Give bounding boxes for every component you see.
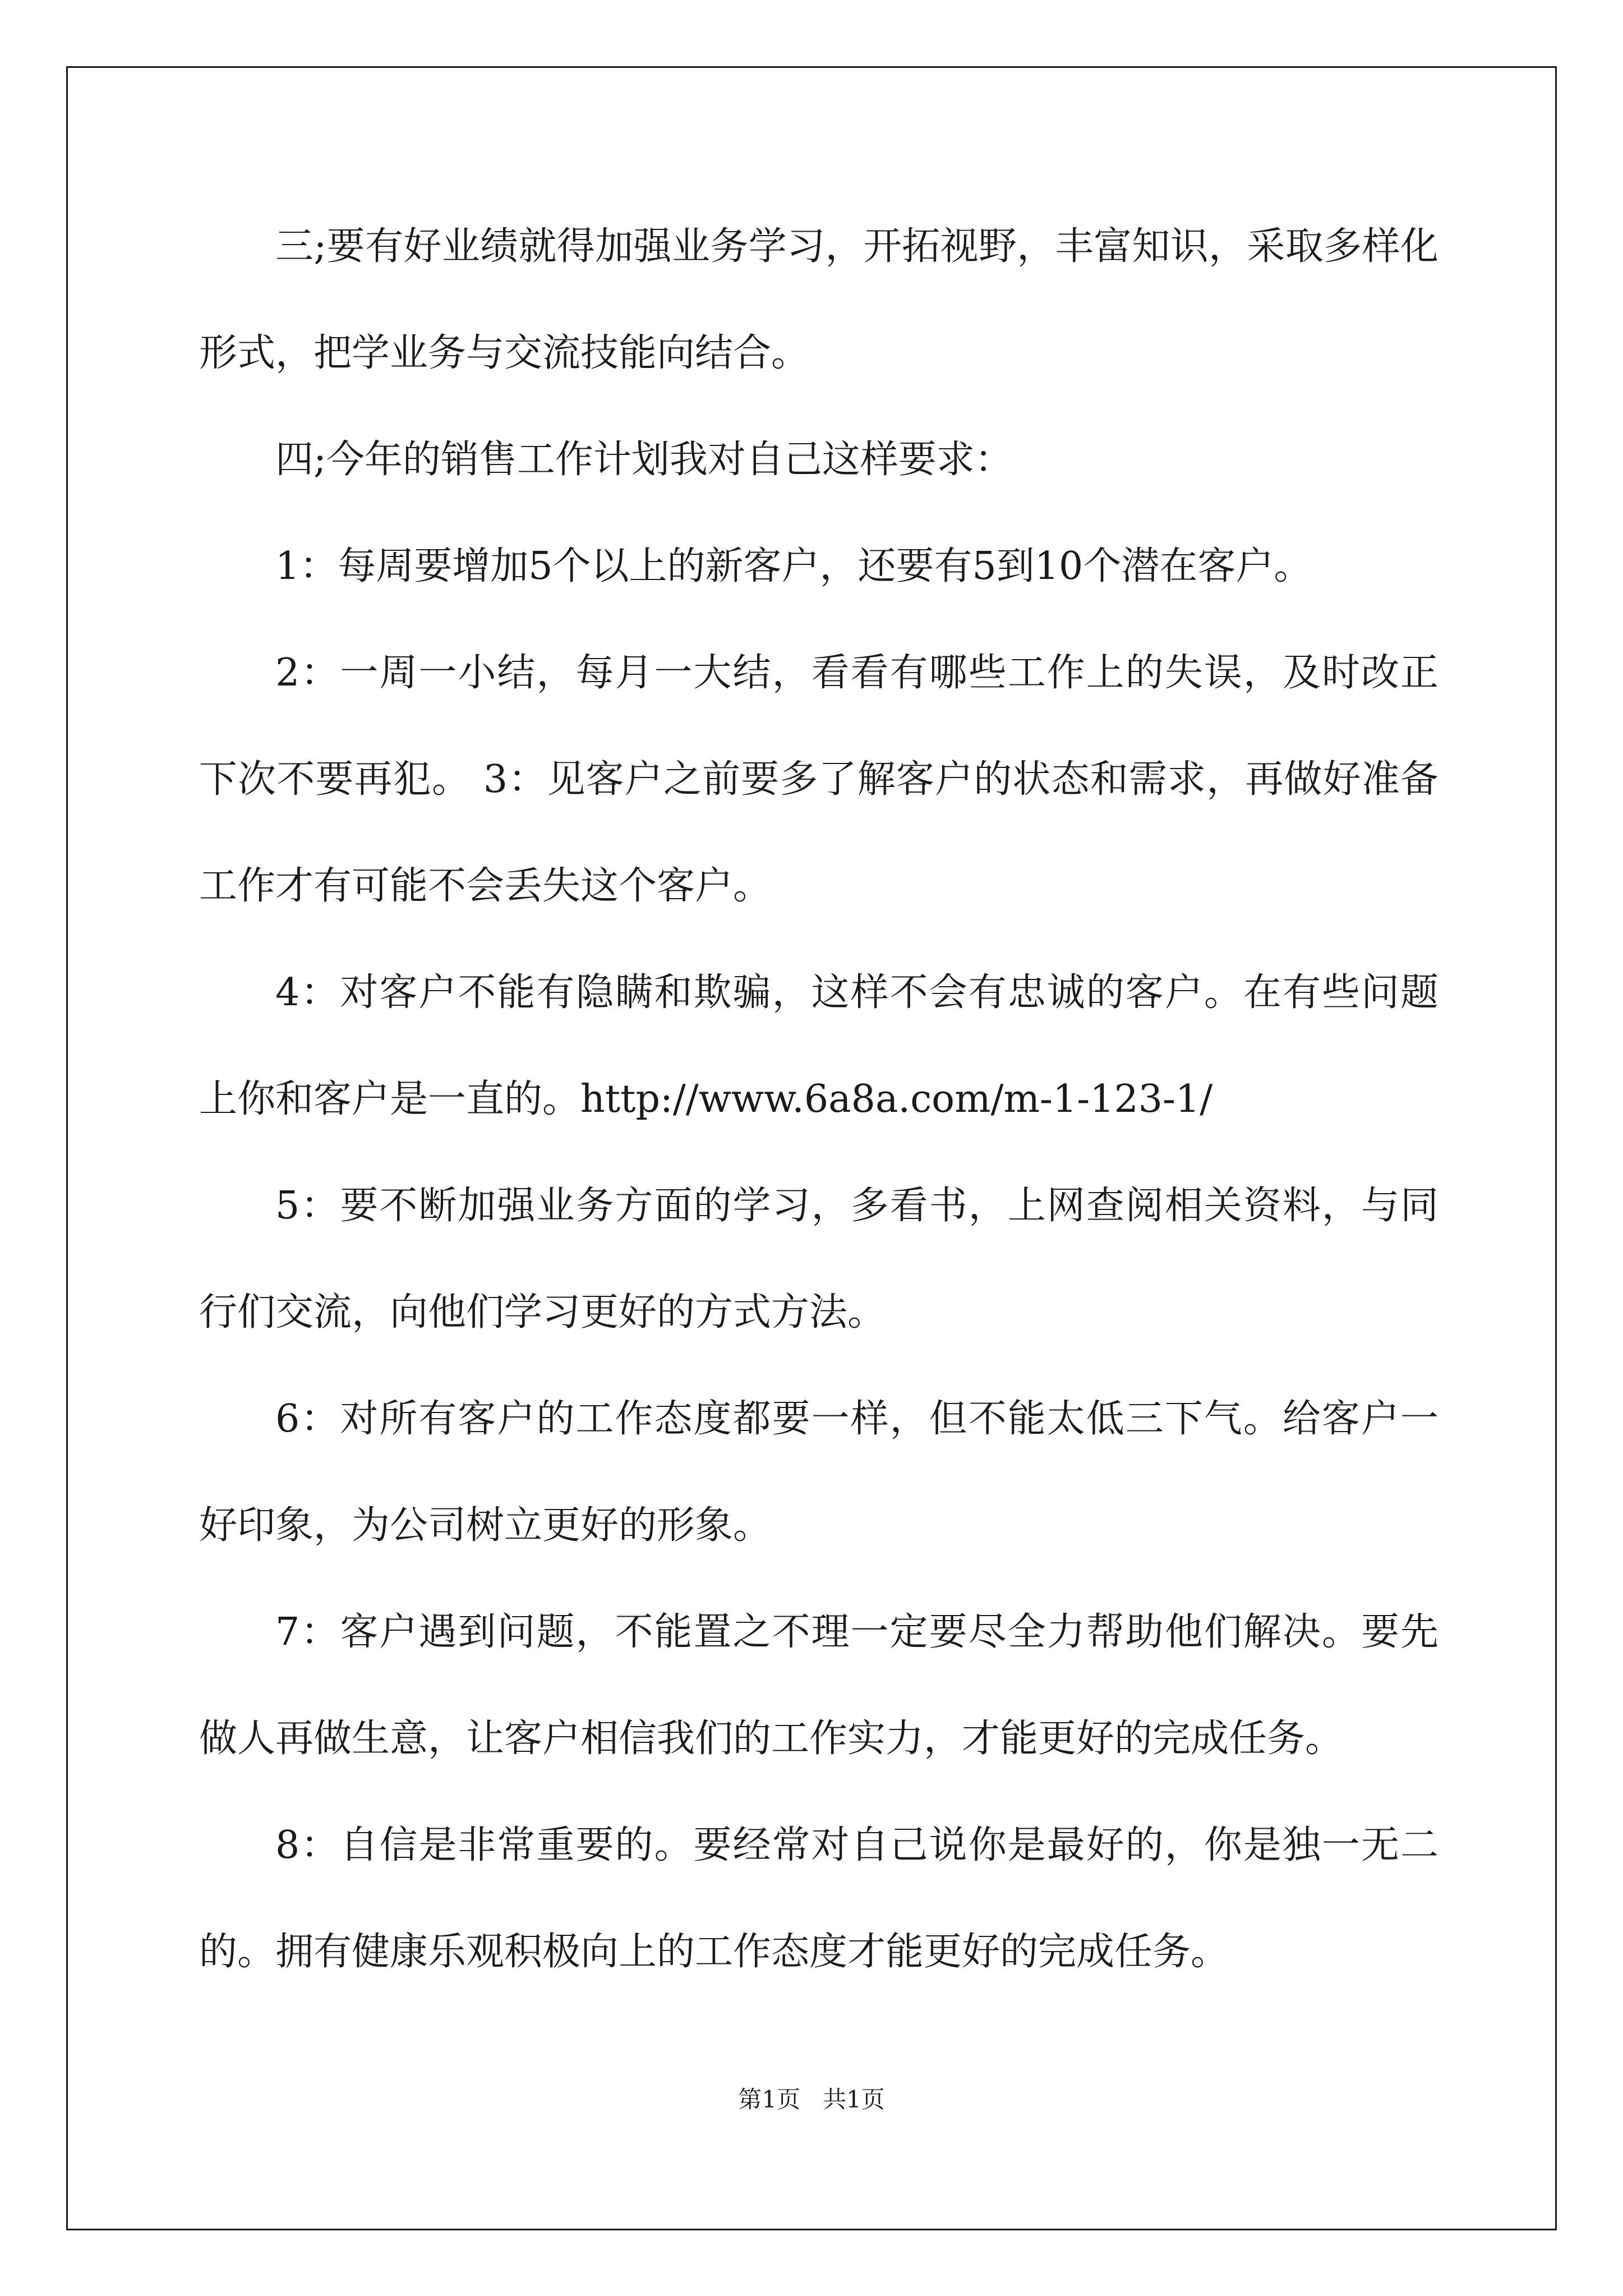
document-body (199, 194, 1438, 2005)
list-item-7: 7：客户遇到问题，不能置之不理一定要尽全力帮助他们解决。要先做人再做生意，让客户相信我们的工作实力，才能更好的完成任务。 (199, 1610, 1438, 1761)
list-item-8: 8：自信是非常重要的。要经常对自己说你是最好的，你是独一无二的。拥有健康乐观积极向上的工作态度才能更好的完成任务。 (199, 1823, 1438, 1974)
list-item-4: 4：对客户不能有隐瞒和欺骗，这样不会有忠诚的客户。在有些问题上你和客户是一直的。http://www.6a8a.com/m-1-123-1/ (199, 970, 1438, 1121)
paragraph-3: 三;要有好业绩就得加强业务学习，开拓视野，丰富知识，采取多样化形式，把学业务与交流技能向结合。 (199, 224, 1438, 375)
list-item-1: 1：每周要增加5个以上的新客户，还要有5到10个潜在客户。 (275, 544, 1312, 588)
list-item-6: 6：对所有客户的工作态度都要一样，但不能太低三下气。给客户一好印象，为公司树立更好的形象。 (199, 1397, 1438, 1548)
list-item-5: 5：要不断加强业务方面的学习，多看书，上网查阅相关资料，与同行们交流，向他们学习更好的方式方法。 (199, 1184, 1438, 1335)
list-item-2: 2：一周一小结，每月一大结，看看有哪些工作上的失误，及时改正下次不要再犯。 3：见客户之前要多了解客户的状态和需求，再做好准备工作才有可能不会丢失这个客户。 (199, 651, 1438, 908)
paragraph-4: 四;今年的销售工作计划我对自己这样要求： (275, 438, 1013, 482)
page-number-footer: 第1页 共1页 (738, 2086, 885, 2113)
